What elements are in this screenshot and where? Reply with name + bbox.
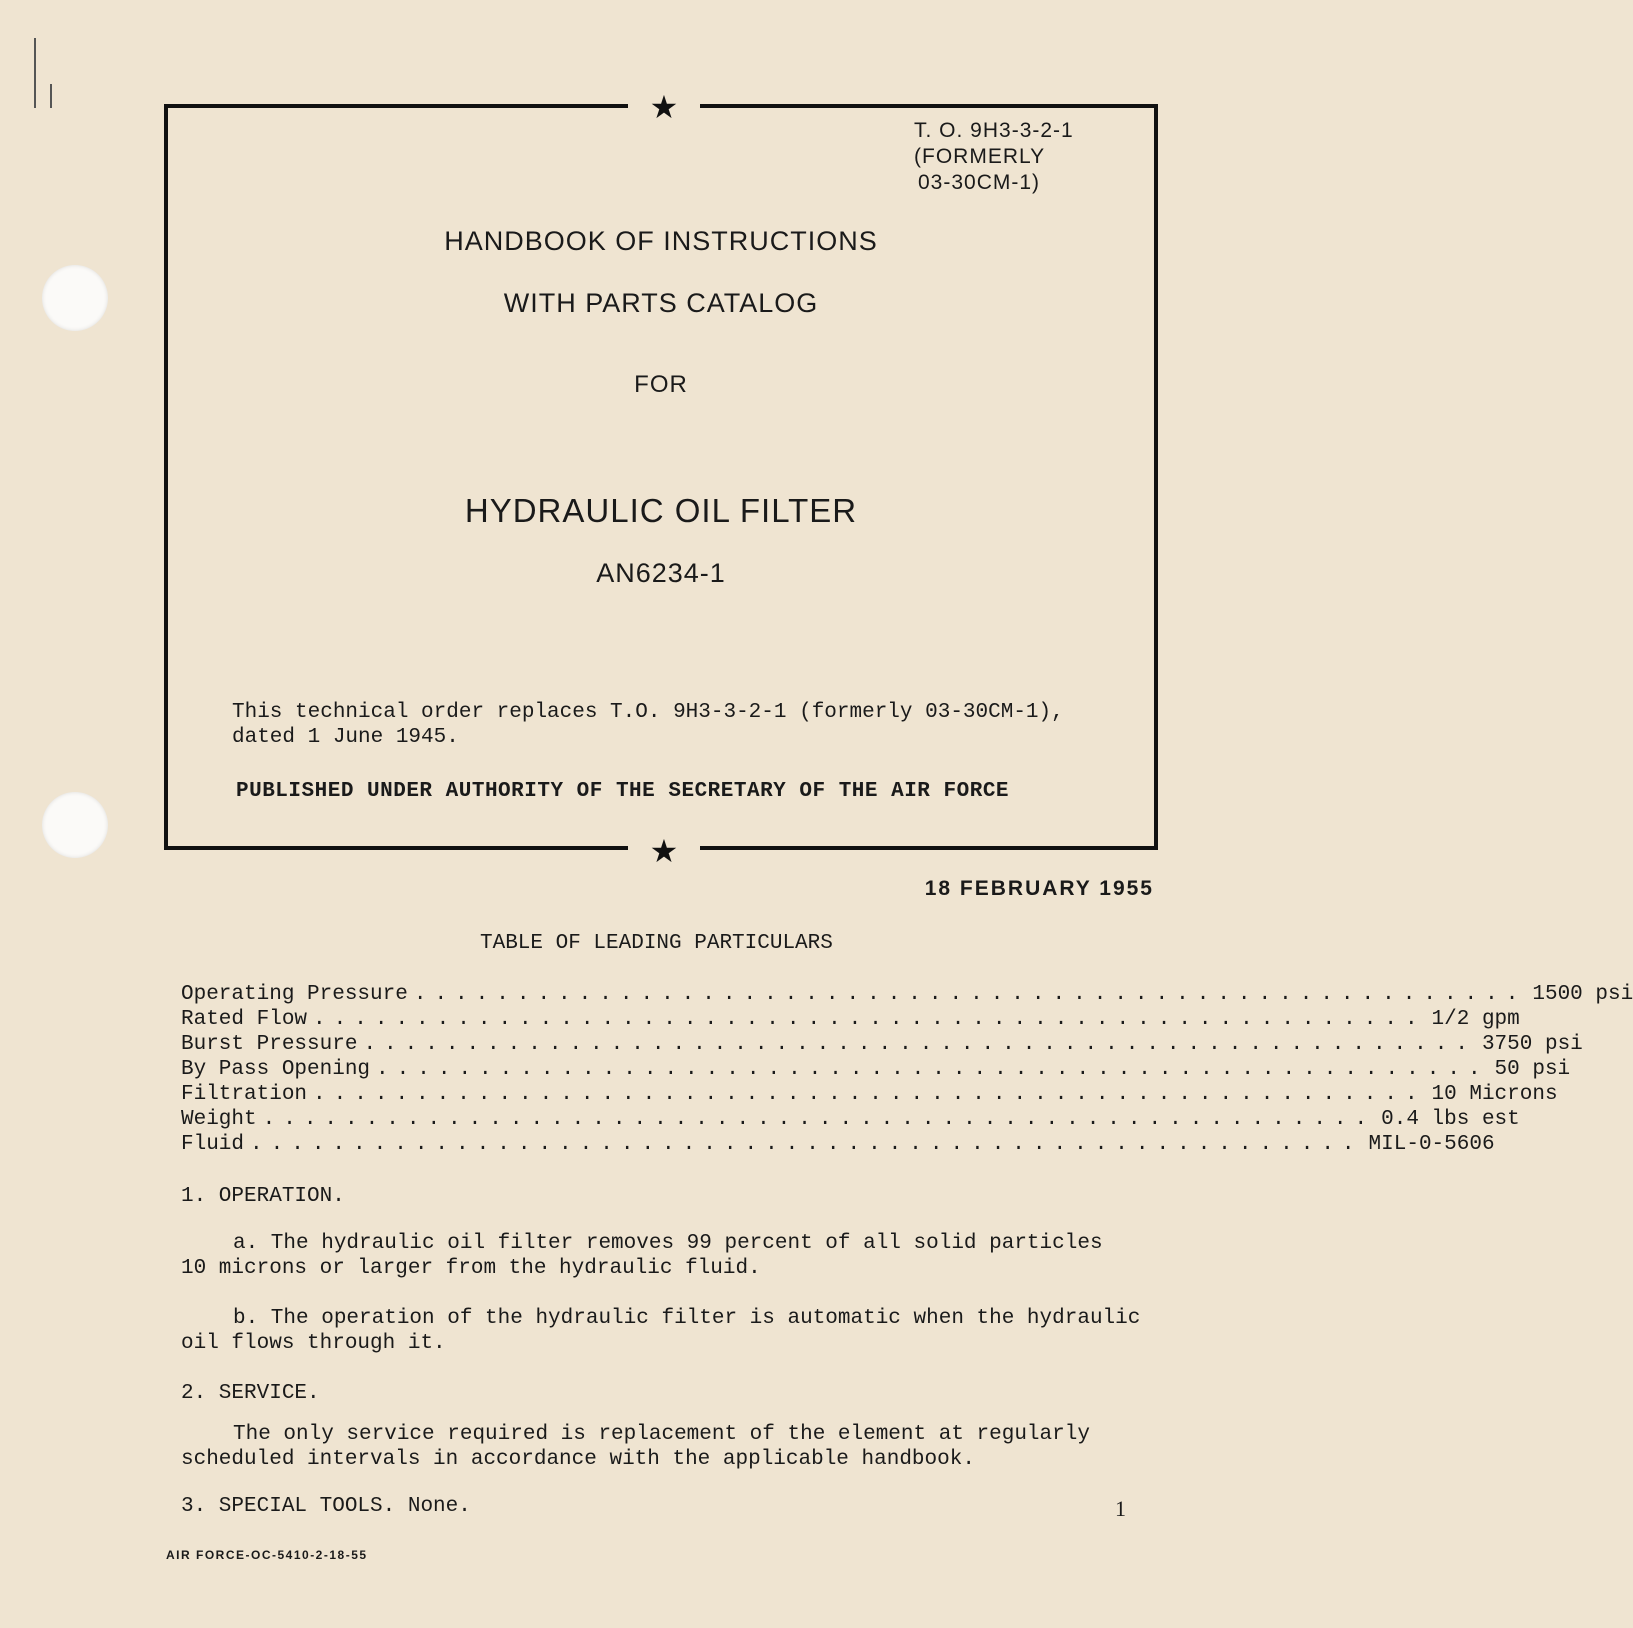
- table-row: Burst Pressure ...................................................... 3750 psi: [181, 1033, 1583, 1056]
- to-number: T. O. 9H3-3-2-1: [914, 119, 1074, 142]
- star-icon: ★: [649, 832, 679, 870]
- formerly-line-2: 03-30CM-1): [918, 171, 1041, 194]
- punch-hole-top: [42, 265, 108, 331]
- publication-date: 18 FEBRUARY 1955: [924, 877, 1154, 900]
- margin-mark: [34, 38, 36, 108]
- particulars-title: TABLE OF LEADING PARTICULARS: [480, 932, 833, 955]
- table-row: Weight ...................................................... 0.4 lbs est: [181, 1108, 1520, 1131]
- section-1a-line-2: 10 microns or larger from the hydraulic fluid.: [181, 1257, 761, 1280]
- formerly-line-1: (FORMERLY: [914, 145, 1046, 168]
- part-number: AN6234-1: [596, 558, 726, 588]
- table-row: Fluid ...................................................... MIL-0-5606: [181, 1133, 1495, 1156]
- table-row: Rated Flow ...................................................... 1/2 gpm: [181, 1008, 1520, 1031]
- replaces-line-2: dated 1 June 1945.: [232, 726, 459, 749]
- replaces-line-1: This technical order replaces T.O. 9H3-3-2-1 (formerly 03-30CM-1),: [232, 701, 1064, 724]
- page-number: 1: [1115, 1496, 1126, 1521]
- section-1b-line-1: b. The operation of the hydraulic filter is automatic when the hydraulic: [233, 1307, 1141, 1330]
- table-row: Operating Pressure ...................................................... 1500 psi: [181, 983, 1633, 1006]
- authority-statement: PUBLISHED UNDER AUTHORITY OF THE SECRETARY OF THE AIR FORCE: [236, 780, 1010, 803]
- print-code-footer: AIR FORCE-OC-5410-2-18-55: [166, 1548, 368, 1562]
- title-line-2: WITH PARTS CATALOG: [503, 288, 819, 318]
- table-row: Filtration ...................................................... 10 Microns: [181, 1083, 1558, 1106]
- section-3-heading: 3. SPECIAL TOOLS. None.: [181, 1495, 471, 1518]
- product-name: HYDRAULIC OIL FILTER: [464, 492, 858, 529]
- title-line-3: FOR: [634, 371, 688, 398]
- section-1b-line-2: oil flows through it.: [181, 1332, 446, 1355]
- title-line-1: HANDBOOK OF INSTRUCTIONS: [444, 226, 878, 256]
- section-1-heading: 1. OPERATION.: [181, 1185, 345, 1208]
- margin-mark: [50, 84, 52, 108]
- punch-hole-bottom: [42, 792, 108, 858]
- to-number-block: [914, 118, 1154, 196]
- section-2-line-2: scheduled intervals in accordance with the applicable handbook.: [181, 1448, 975, 1471]
- section-1a-line-1: a. The hydraulic oil filter removes 99 percent of all solid particles: [233, 1232, 1103, 1255]
- section-2-line-1: The only service required is replacement of the element at regularly: [233, 1423, 1090, 1446]
- replaces-notice: [232, 700, 1064, 750]
- table-row: By Pass Opening ...................................................... 50 psi: [181, 1058, 1571, 1081]
- star-icon: ★: [649, 88, 679, 126]
- section-2-heading: 2. SERVICE.: [181, 1382, 320, 1405]
- particulars-table: [181, 982, 1633, 1157]
